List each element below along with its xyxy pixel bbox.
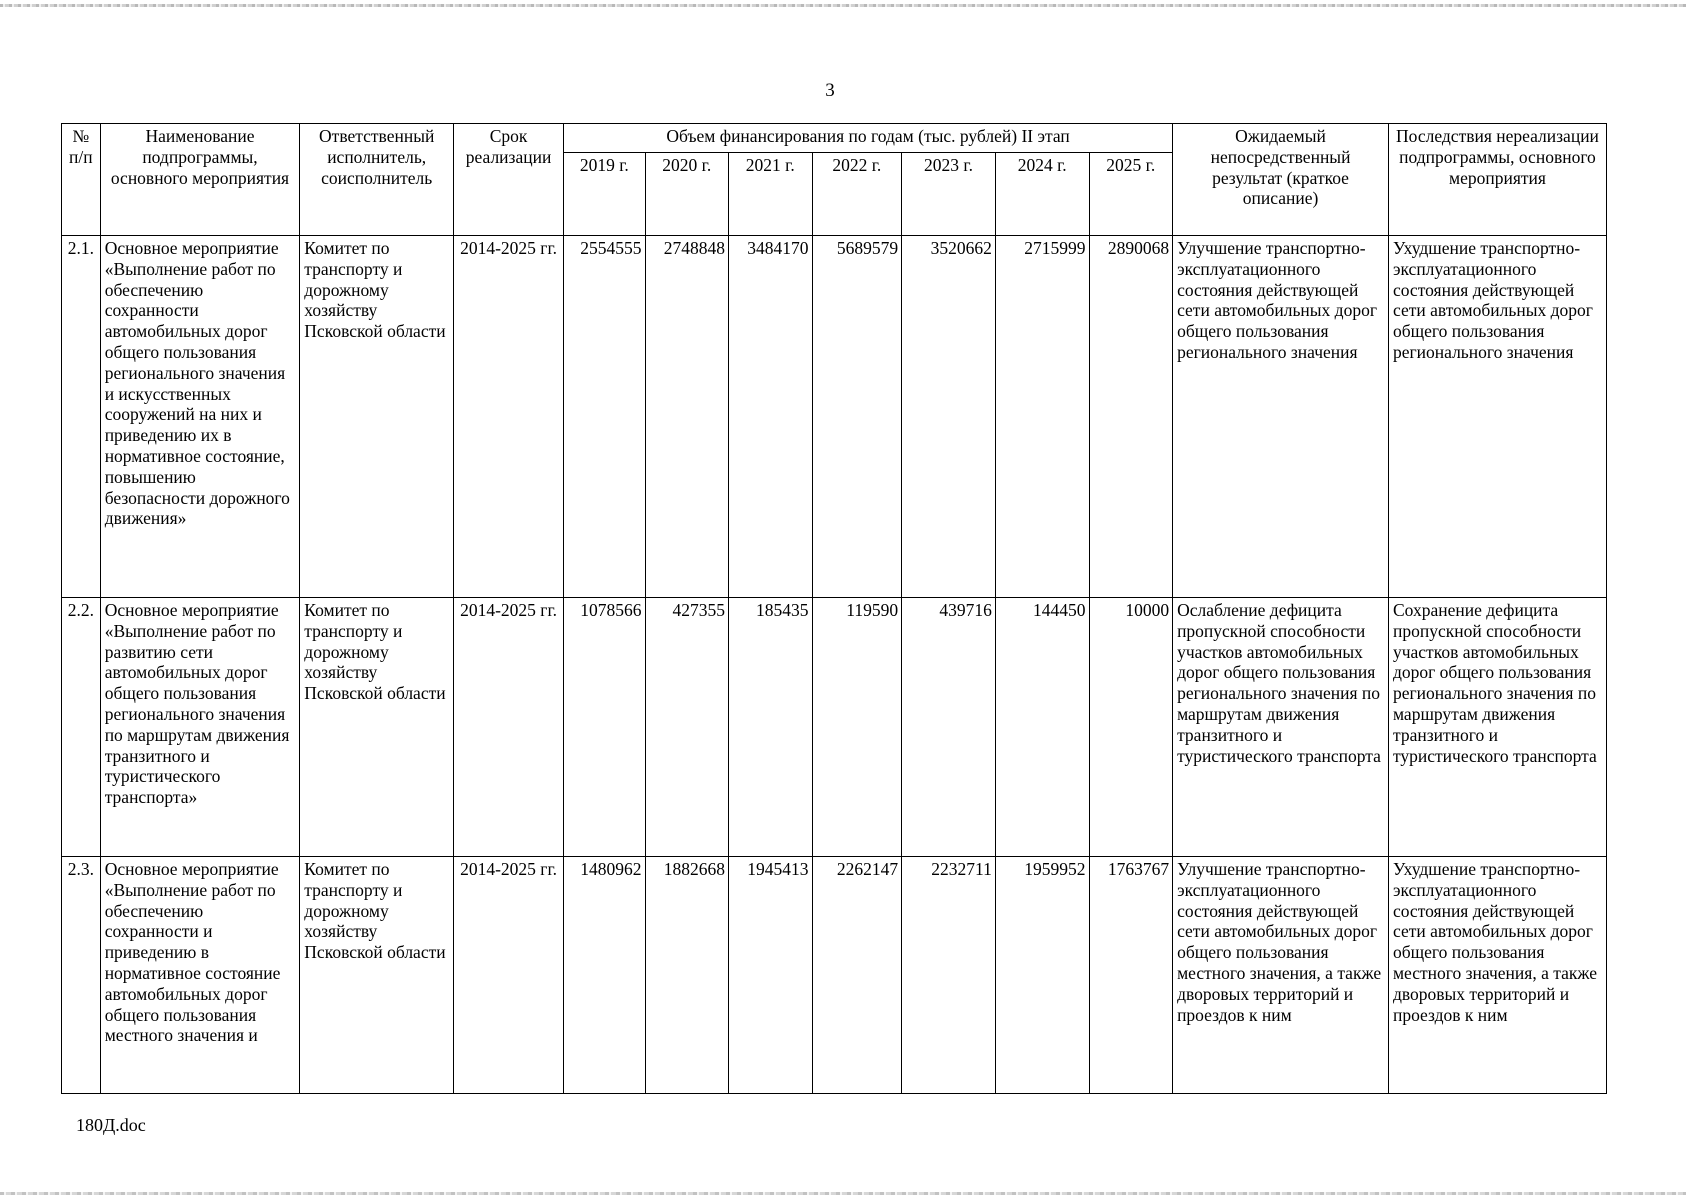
row-num: 2.3. (62, 857, 101, 1094)
scan-edge-bottom (0, 1192, 1686, 1195)
row-expected: Улучшение транспортно-эксплуатационного состояния действующей сети автомобильных дорог общего пользования регионального значения (1173, 236, 1389, 598)
row-value: 2890068 (1089, 236, 1173, 598)
page-number: 3 (825, 80, 835, 101)
table-row (62, 598, 1607, 857)
row-value: 144450 (995, 598, 1089, 857)
row-num: 2.1. (62, 236, 101, 598)
header-executor: Ответственный исполнитель, соисполнитель (300, 124, 454, 236)
header-year: 2021 г. (729, 153, 813, 236)
header-year: 2023 г. (902, 153, 996, 236)
row-name: Основное мероприятие «Выполнение работ по обеспечению сохранности автомобильных дорог общего пользования регионального значения и искусственных сооружений на них и приведению их в нормативное состояние, повышению безопасности дорожного движения» (100, 236, 300, 598)
row-name: Основное мероприятие «Выполнение работ по обеспечению сохранности и приведению в нормативное состояние автомобильных дорог общего пользования местного значения и (100, 857, 300, 1094)
row-value: 3484170 (729, 236, 813, 598)
header-term: Срок реализации (454, 124, 564, 236)
row-executor: Комитет по транспорту и дорожному хозяйству Псковской области (300, 857, 454, 1094)
row-expected: Ослабление дефицита пропускной способности участков автомобильных дорог общего пользования регионального значения по маршрутам движения транзитного и туристического транспорта (1173, 598, 1389, 857)
header-consequences: Последствия нереализации подпрограммы, основного мероприятия (1388, 124, 1606, 236)
row-term: 2014-2025 гг. (454, 857, 564, 1094)
row-value: 2554555 (564, 236, 645, 598)
row-value: 439716 (902, 598, 996, 857)
row-value: 119590 (812, 598, 902, 857)
row-value: 2262147 (812, 857, 902, 1094)
header-year: 2024 г. (995, 153, 1089, 236)
row-value: 2715999 (995, 236, 1089, 598)
row-value: 427355 (645, 598, 729, 857)
header-year: 2020 г. (645, 153, 729, 236)
row-value: 1882668 (645, 857, 729, 1094)
row-term: 2014-2025 гг. (454, 598, 564, 857)
row-value: 10000 (1089, 598, 1173, 857)
row-executor: Комитет по транспорту и дорожному хозяйству Псковской области (300, 236, 454, 598)
row-executor: Комитет по транспорту и дорожному хозяйству Псковской области (300, 598, 454, 857)
table-row (62, 236, 1607, 598)
row-value: 5689579 (812, 236, 902, 598)
header-year: 2019 г. (564, 153, 645, 236)
row-consequences: Ухудшение транспортно-эксплуатационного состояния действующей сети автомобильных дорог общего пользования местного значения, а также дворовых территорий и проездов к ним (1388, 857, 1606, 1094)
row-consequences: Ухудшение транспортно-эксплуатационного состояния действующей сети автомобильных дорог общего пользования регионального значения (1388, 236, 1606, 598)
row-value: 1763767 (1089, 857, 1173, 1094)
header-num: № п/п (62, 124, 101, 236)
row-value: 1480962 (564, 857, 645, 1094)
row-expected: Улучшение транспортно-эксплуатационного состояния действующей сети автомобильных дорог общего пользования местного значения, а также дворовых территорий и проездов к ним (1173, 857, 1389, 1094)
program-table (61, 123, 1607, 1094)
row-value: 1945413 (729, 857, 813, 1094)
header-year: 2025 г. (1089, 153, 1173, 236)
row-value: 2748848 (645, 236, 729, 598)
header-name: Наименование подпрограммы, основного мероприятия (100, 124, 300, 236)
header-funding: Объем финансирования по годам (тыс. рублей) II этап (564, 124, 1173, 153)
row-value: 3520662 (902, 236, 996, 598)
row-value: 1959952 (995, 857, 1089, 1094)
row-consequences: Сохранение дефицита пропускной способности участков автомобильных дорог общего пользования регионального значения по маршрутам движения транзитного и туристического транспорта (1388, 598, 1606, 857)
scan-edge-top (0, 4, 1686, 7)
row-value: 185435 (729, 598, 813, 857)
header-row (62, 124, 1607, 153)
row-value: 2232711 (902, 857, 996, 1094)
row-name: Основное мероприятие «Выполнение работ по развитию сети автомобильных дорог общего пользования регионального значения по маршрутам движения транзитного и туристического транспорта» (100, 598, 300, 857)
table-row (62, 857, 1607, 1094)
header-year: 2022 г. (812, 153, 902, 236)
row-num: 2.2. (62, 598, 101, 857)
footer-filename: 180Д.doc (76, 1115, 146, 1135)
row-term: 2014-2025 гг. (454, 236, 564, 598)
header-expected: Ожидаемый непосредственный результат (краткое описание) (1173, 124, 1389, 236)
row-value: 1078566 (564, 598, 645, 857)
